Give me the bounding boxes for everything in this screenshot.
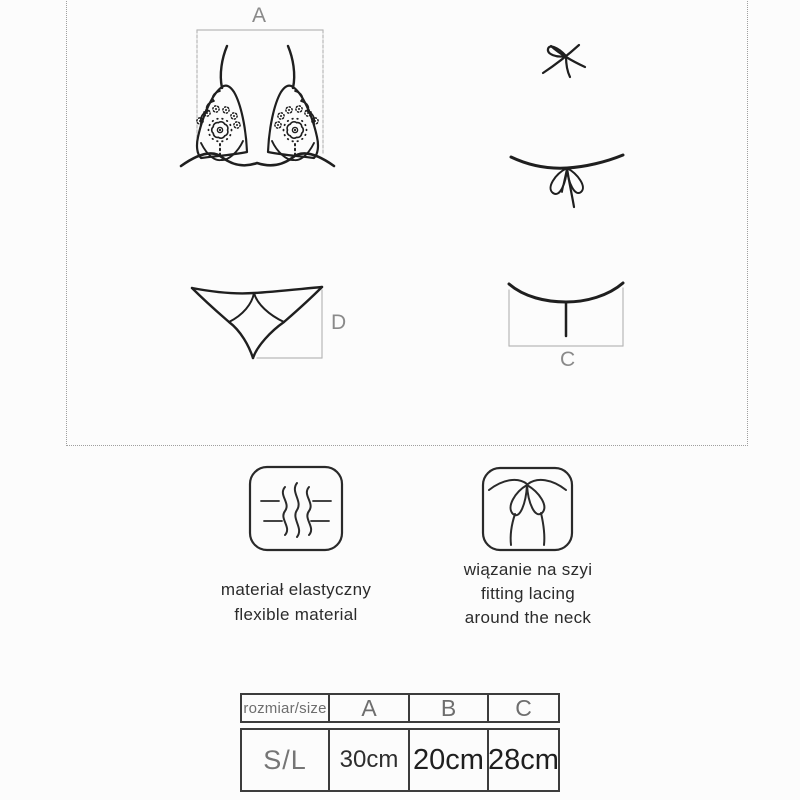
panties-drawing [192,287,347,358]
size-table-header-cell: A [330,695,410,721]
caption-line: flexible material [234,605,358,624]
bra-cup-right [268,46,318,160]
size-table-header-row [240,693,560,723]
size-table-header-cell: C [515,694,532,721]
measure-label-d: D [331,311,348,334]
neck-tie-knot-drawing [543,45,585,77]
neck-lacing-caption [403,558,653,630]
size-table-header-cell: B [410,695,489,721]
back-strap-drawing [509,283,623,371]
size-table-row [240,728,560,792]
neck-lacing-icon [483,468,572,550]
caption-line: wiązanie na szyi [463,560,593,579]
caption-line: around the neck [464,608,592,627]
lace-big-flower [209,119,232,159]
wavy-lines [283,483,311,537]
size-table-cell-a: 30cm [330,730,410,790]
back-tie-bow-drawing [511,155,623,207]
size-table-cell-size: S/L [242,730,330,790]
flexible-material-caption [166,577,426,627]
size-table-cell-b: 20cm [410,730,489,790]
measure-bracket-d [257,290,322,358]
bra-strap [221,46,227,88]
flexible-material-icon [250,467,342,550]
size-table-cell-c: 28cm [488,743,559,776]
bra-cup [197,46,247,160]
size-table-header-cell: rozmiar/size [242,695,330,721]
measure-label-a: A [252,4,268,27]
bra-underband [181,153,334,166]
caption-line: materiał elastyczny [220,580,372,599]
bra-top-drawing [181,4,334,166]
caption-line: fitting lacing [481,584,575,603]
size-table [240,693,560,792]
measure-label-c: C [560,348,577,371]
